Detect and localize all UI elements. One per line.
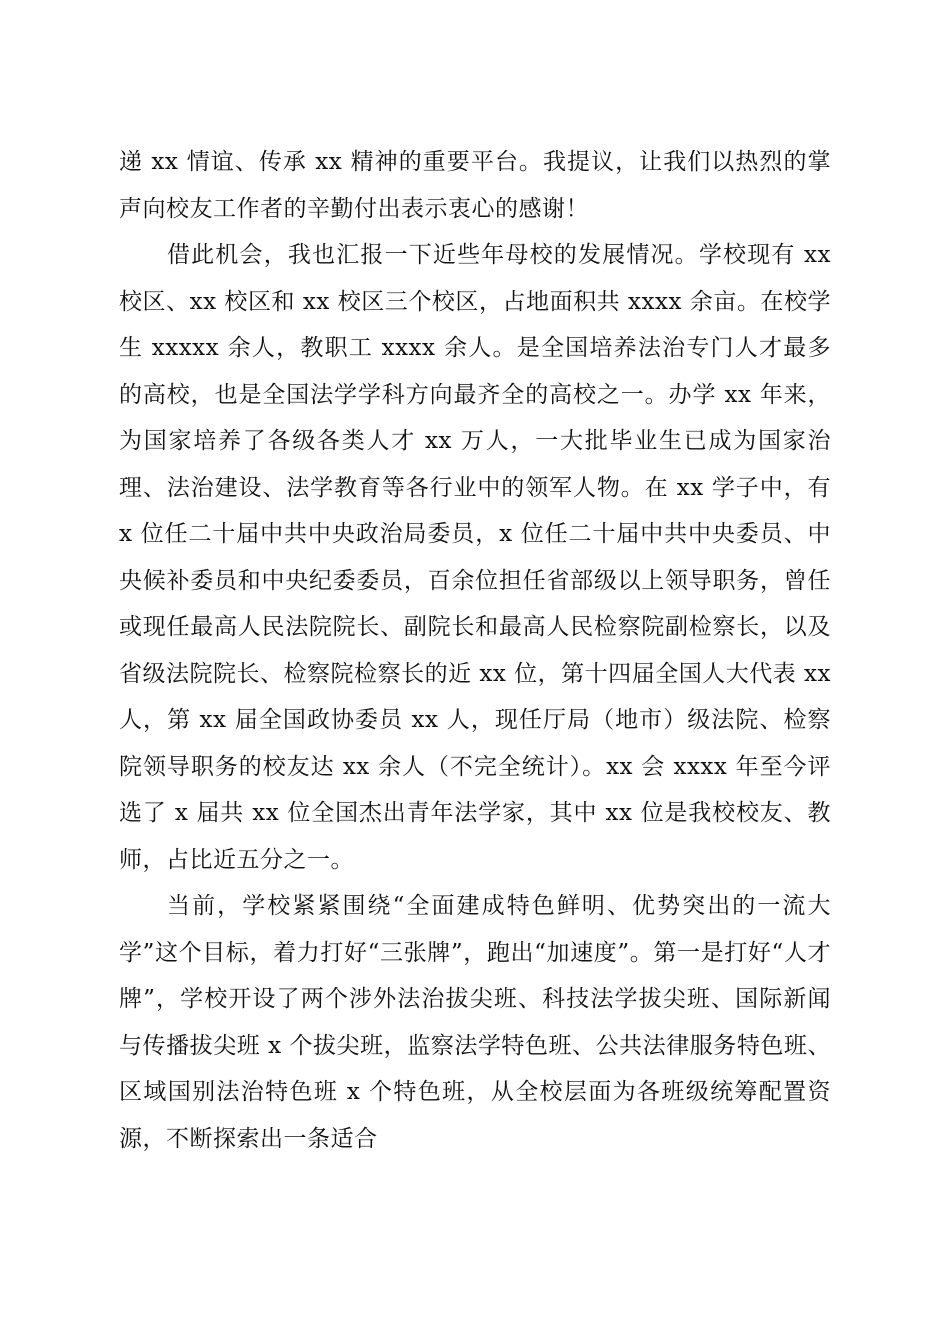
paragraph-current-goals: 当前，学校紧紧围绕“全面建成特色鲜明、优势突出的一流大学”这个目标，着力打好“三张牌”，跑出“加速度”。第一是打好“人才牌”，学校开设了两个涉外法治拔尖班、科技法学拔尖班、国际新闻与传播拔尖班 x 个拔尖班，监察法学特色班、公共法律服务特色班、区域国别法治特色班 x 个特色班，从全校层面为各班级统筹配置资源，不断探索出一条适合 <box>119 893 831 1152</box>
paragraph-school-development: 借此机会，我也汇报一下近些年母校的发展情况。学校现有 xx 校区、xx 校区和 xx 校区三个校区，占地面积共 xxxx 余亩。在校学生 xxxxx 余人，教职工 xxxx 余人。是全国培养法治专门人才最多的高校，也是全国法学学科方向最齐全的高校之一。办学 xx 年来，为国家培养了各级各类人才 xx 万人，一大批毕业生已成为国家治理、法治建设、法学教育等各行业中的领军人物。在 xx 学子中，有 x 位任二十届中共中央政治局委员，x 位任二十届中共中央委员、中央候补委员和中央纪委委员，百余位担任省部级以上领导职务，曾任或现任最高人民法院院长、副院长和最高人民检察院副检察长，以及省级法院院长、检察院检察长的近 xx 位，第十四届全国人大代表 xx 人，第 xx 届全国政协委员 xx 人，现任厅局（地市）级法院、检察院领导职务的校友达 xx 余人（不完全统计）。xx 会 xxxx 年至今评选了 x 届共 xx 位全国杰出青年法学家，其中 xx 位是我校校友、教师，占比近五分之一。 <box>119 242 831 873</box>
paragraph-continuation: 递 xx 情谊、传承 xx 精神的重要平台。我提议，让我们以热烈的掌声向校友工作者的辛勤付出表示衷心的感谢！ <box>119 149 831 222</box>
document-body <box>119 139 831 1162</box>
